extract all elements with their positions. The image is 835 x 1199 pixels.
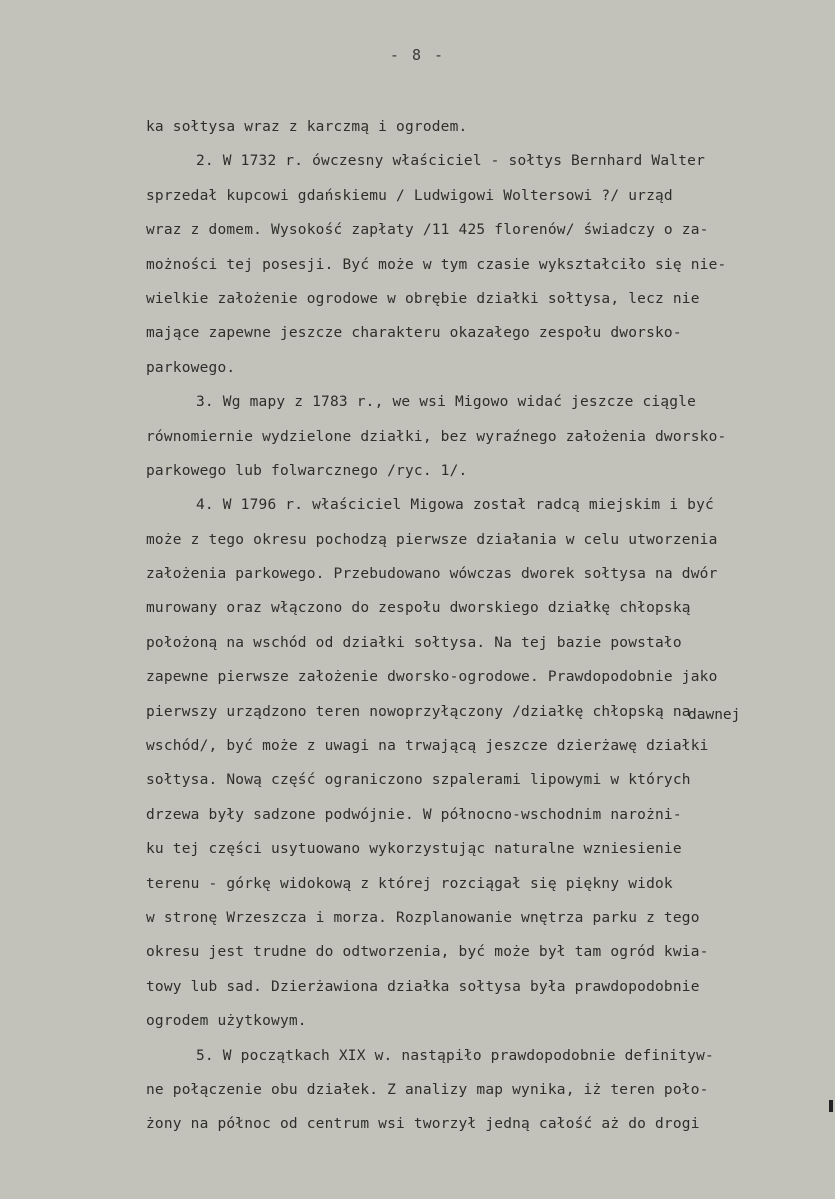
text-line: parkowego. (146, 359, 236, 376)
interlinear-insert: dawnej (688, 707, 741, 723)
text-line: możności tej posesji. Być może w tym czasie wykształciło się nie- (146, 256, 727, 273)
text-line: sprzedał kupcowi gdańskiemu / Ludwigowi Woltersowi ?/ urząd (146, 187, 673, 204)
text-line: 2. W 1732 r. ówczesny właściciel - sołtys Bernhard Walter (196, 153, 705, 170)
text-line: wschód/, być może z uwagi na trwającą jeszcze dzierżawę działki (146, 738, 709, 755)
text-line: 5. W początkach XIX w. nastąpiło prawdopodobnie definityw- (196, 1047, 714, 1064)
text-line: ogrodem użytkowym. (146, 1013, 307, 1030)
text-line: terenu - górkę widokową z której rozciągał się piękny widok (146, 875, 673, 892)
text-line: wielkie założenie ogrodowe w obrębie działki sołtysa, lecz nie (146, 290, 700, 307)
text-line: pierwszy urządzono teren nowoprzyłączony /działkę chłopską na (146, 703, 691, 720)
text-line: może z tego okresu pochodzą pierwsze działania w celu utworzenia (146, 531, 718, 548)
text-line: sołtysa. Nową część ograniczono szpalerami lipowymi w których (146, 772, 691, 789)
text-line: położoną na wschód od działki sołtysa. Na tej bazie powstało (146, 634, 682, 651)
text-line: założenia parkowego. Przebudowano wówczas dworek sołtysa na dwór (146, 566, 718, 583)
text-line: ka sołtysa wraz z karczmą i ogrodem. (146, 119, 468, 135)
text-line: towy lub sad. Dzierżawiona działka sołtysa była prawdopodobnie (146, 978, 700, 995)
text-line: okresu jest trudne do odtworzenia, być może był tam ogród kwia- (146, 944, 709, 961)
margin-mark (829, 1100, 833, 1112)
text-line: drzewa były sadzone podwójnie. W północno-wschodnim narożni- (146, 806, 682, 823)
text-line: wraz z domem. Wysokość zapłaty /11 425 florenów/ świadczy o za- (146, 222, 709, 239)
text-line: murowany oraz włączono do zespołu dworskiego działkę chłopską (146, 600, 691, 617)
text-line: 4. W 1796 r. właściciel Migowa został radcą miejskim i być (196, 497, 714, 514)
text-line: 3. Wg mapy z 1783 r., we wsi Migowo widać jeszcze ciągle (196, 394, 697, 411)
text-line: w stronę Wrzeszcza i morza. Rozplanowanie wnętrza parku z tego (146, 909, 700, 926)
text-line: ne połączenie obu działek. Z analizy map wynika, iż teren poło- (146, 1081, 709, 1098)
text-line: parkowego lub folwarcznego /ryc. 1/. (146, 462, 468, 479)
text-line: żony na północ od centrum wsi tworzył jedną całość aż do drogi (146, 1116, 700, 1133)
text-line: zapewne pierwsze założenie dworsko-ogrodowe. Prawdopodobnie jako (146, 669, 718, 686)
page-number: - 8 - (389, 46, 446, 64)
text-line: ku tej części usytuowano wykorzystując naturalne wzniesienie (146, 841, 682, 858)
text-line: równomiernie wydzielone działki, bez wyraźnego założenia dworsko- (146, 428, 727, 445)
body-text (146, 110, 806, 1142)
text-line: mające zapewne jeszcze charakteru okazałego zespołu dworsko- (146, 325, 682, 342)
